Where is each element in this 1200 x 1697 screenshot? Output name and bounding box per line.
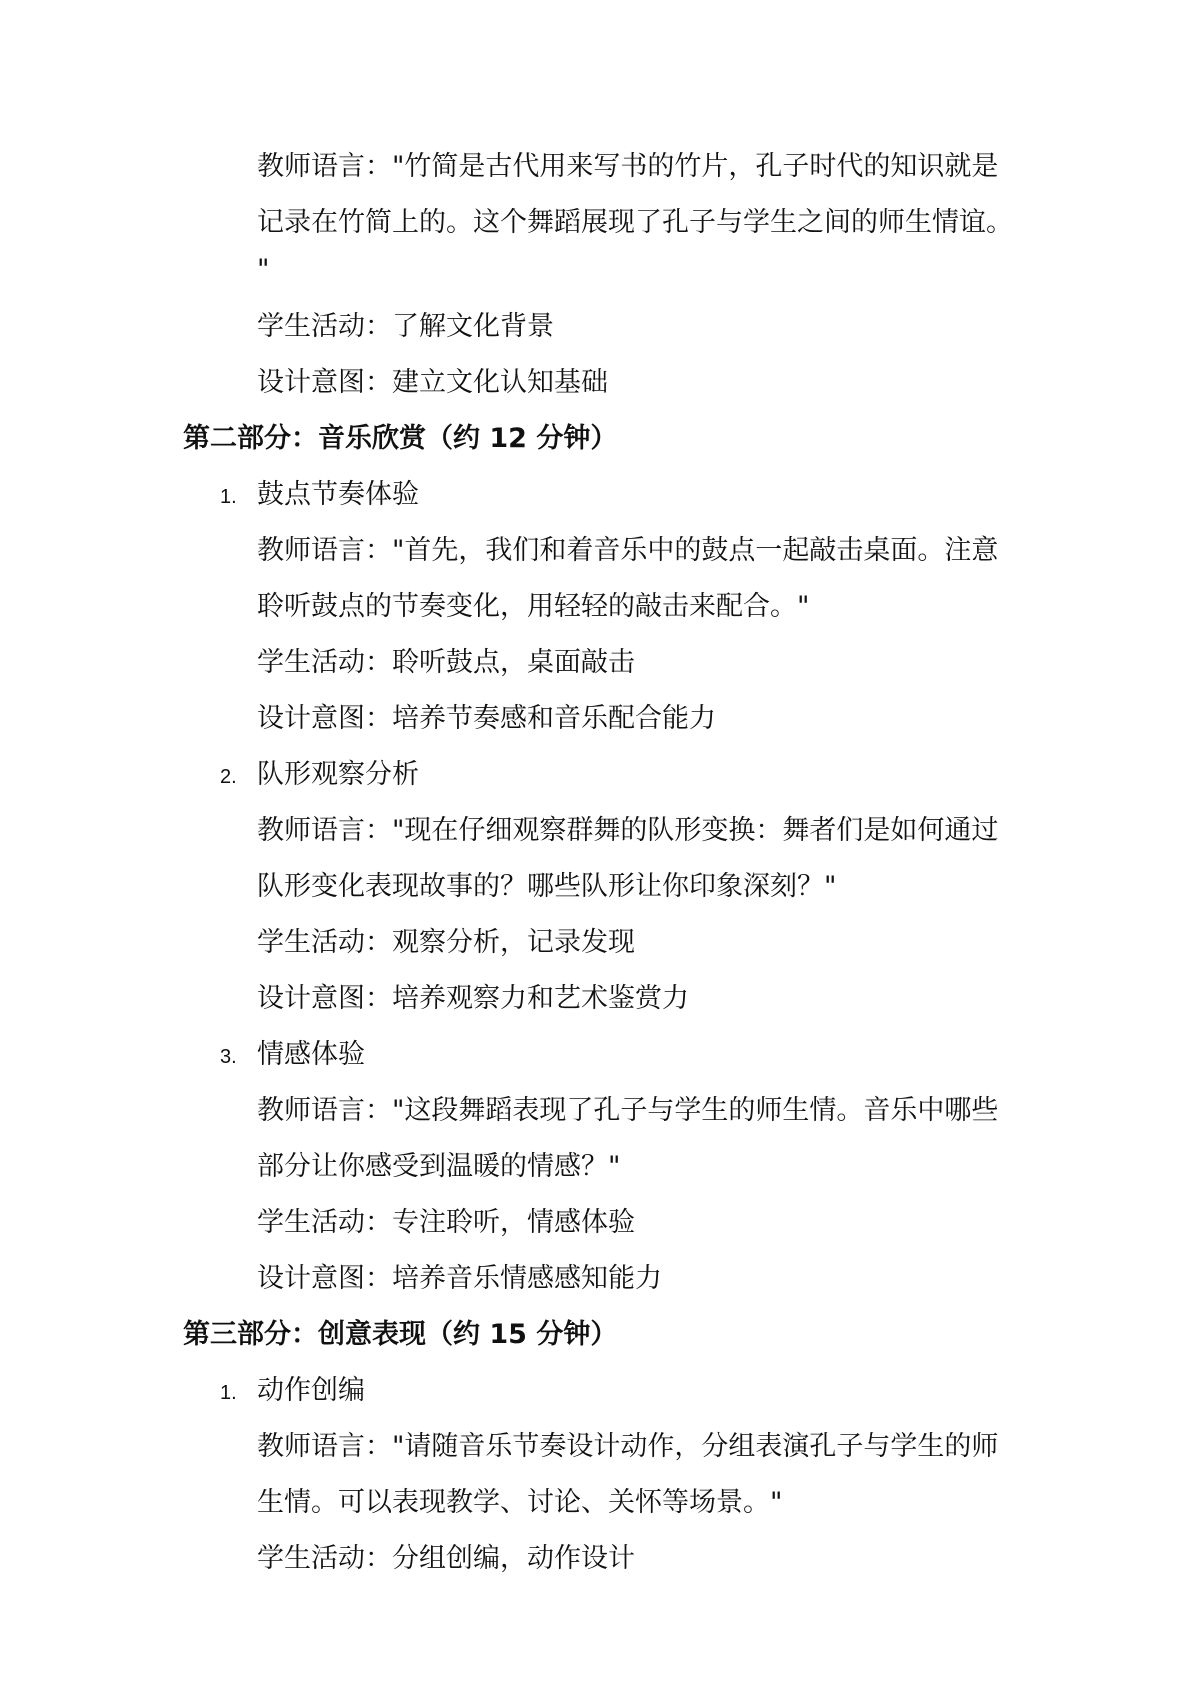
intro-student-activity: 学生活动：了解文化背景 — [257, 311, 554, 342]
part3-heading: 第三部分：创意表现（约 15 分钟） — [183, 1319, 618, 1350]
part2-item2-title: 队形观察分析 — [257, 759, 419, 790]
part3-item1-marker: 1. — [220, 1382, 237, 1404]
part2-item3-marker: 3. — [220, 1046, 237, 1068]
part2-item1-student-activity: 学生活动：聆听鼓点，桌面敲击 — [257, 647, 635, 678]
part2-item3-teacher-line-1: 教师语言："这段舞蹈表现了孔子与学生的师生情。音乐中哪些 — [257, 1095, 999, 1126]
part3-item1-student-activity: 学生活动：分组创编，动作设计 — [257, 1543, 635, 1574]
intro-teacher-line-2: 记录在竹简上的。这个舞蹈展现了孔子与学生之间的师生情谊。 — [257, 207, 1013, 238]
part2-item3-title: 情感体验 — [257, 1039, 365, 1070]
part2-item1-title: 鼓点节奏体验 — [257, 479, 419, 510]
part2-item2-teacher-line-2: 队形变化表现故事的？哪些队形让你印象深刻？" — [257, 871, 837, 902]
part2-item1-design-intent: 设计意图：培养节奏感和音乐配合能力 — [257, 703, 716, 734]
part3-item1-teacher-line-2: 生情。可以表现教学、讨论、关怀等场景。" — [257, 1487, 783, 1518]
part2-item1-teacher-line-2: 聆听鼓点的节奏变化，用轻轻的敲击来配合。" — [257, 591, 810, 622]
part2-item1-marker: 1. — [220, 486, 237, 508]
part3-item1-teacher-line-1: 教师语言："请随音乐节奏设计动作，分组表演孔子与学生的师 — [257, 1431, 999, 1462]
part2-item3-student-activity: 学生活动：专注聆听，情感体验 — [257, 1207, 635, 1238]
intro-design-intent: 设计意图：建立文化认知基础 — [257, 367, 608, 398]
part2-item3-design-intent: 设计意图：培养音乐情感感知能力 — [257, 1263, 662, 1294]
part2-heading: 第二部分：音乐欣赏（约 12 分钟） — [183, 423, 618, 454]
intro-teacher-line-3: " — [257, 254, 270, 285]
part2-item2-design-intent: 设计意图：培养观察力和艺术鉴赏力 — [257, 983, 689, 1014]
part3-item1-title: 动作创编 — [257, 1375, 365, 1406]
part2-item2-marker: 2. — [220, 766, 237, 788]
part2-item3-teacher-line-2: 部分让你感受到温暖的情感？" — [257, 1151, 621, 1182]
part2-item2-teacher-line-1: 教师语言："现在仔细观察群舞的队形变换：舞者们是如何通过 — [257, 815, 999, 846]
part2-item2-student-activity: 学生活动：观察分析，记录发现 — [257, 927, 635, 958]
part2-item1-teacher-line-1: 教师语言："首先，我们和着音乐中的鼓点一起敲击桌面。注意 — [257, 535, 999, 566]
intro-teacher-line-1: 教师语言："竹简是古代用来写书的竹片，孔子时代的知识就是 — [257, 151, 999, 182]
